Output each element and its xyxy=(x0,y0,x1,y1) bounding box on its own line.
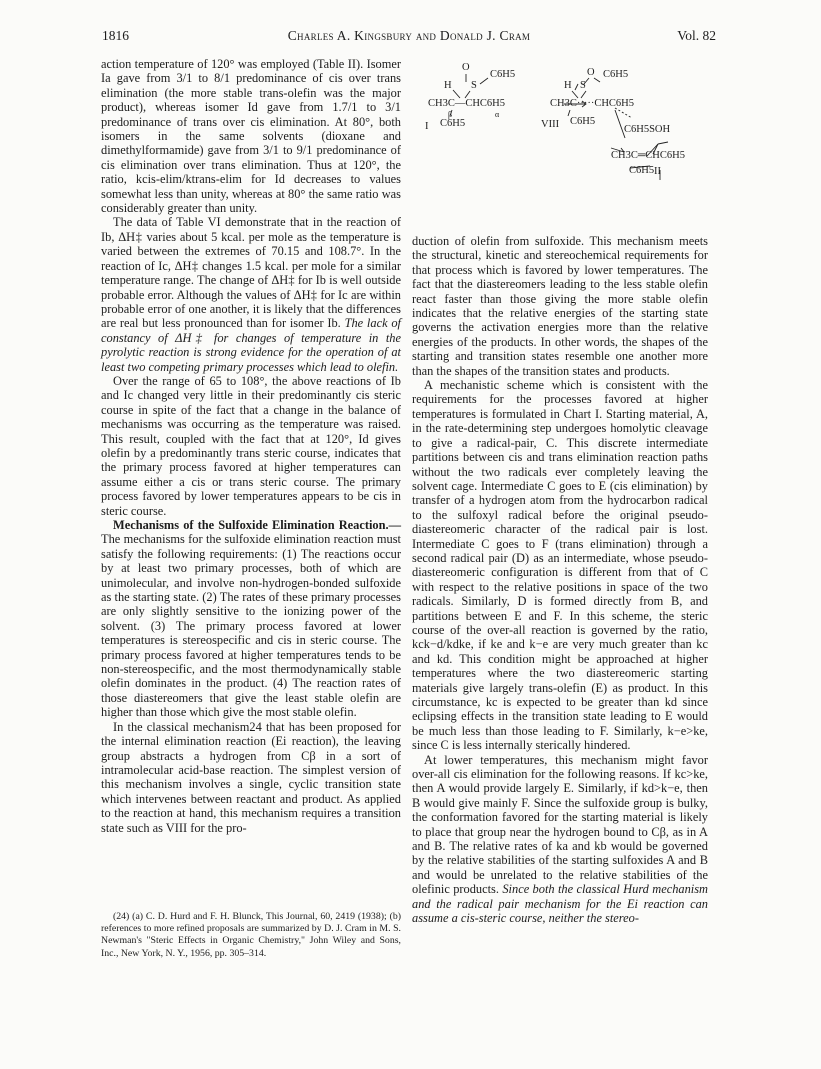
running-header xyxy=(102,28,716,50)
phenyl-label: C6H5 xyxy=(629,165,655,176)
paragraph: The data of Table VI demonstrate that in the reaction of Ib, ΔH‡ varies about 5 kcal. per mole as the temperature is varied between the extremes of 70.15 and 108.7°. In the reaction of Ic, ΔH‡ changes 1.5 kcal. per mole for a similar temperature range. The change of ΔH‡ for Ib is well outside probable error. Although the values of ΔH‡ for Ic are within probable error of one another, it is likely that the differences are real but less pronounced than for isomer Ib. The lack of constancy of ΔH‡ for changes of temperature in the pyrolytic reaction is strong evidence for the operation of at least two competing primary processes which lead to olefin. xyxy=(101,215,401,374)
oxygen-label: O xyxy=(462,62,470,73)
right-column xyxy=(412,234,708,926)
phenyl-label: C6H5 xyxy=(490,69,516,80)
italic-conclusion: The lack of constancy of ΔH‡ for changes of temperature in the pyrolytic reaction is strong evidence for the operation of at least two competing primary processes which lead to olefin. xyxy=(101,316,401,374)
hydrogen-label: H xyxy=(444,80,452,91)
sulfenic-acid-label: C6H5SOH xyxy=(624,124,671,135)
paragraph: Mechanisms of the Sulfoxide Elimination Reaction.—The mechanisms for the sulfoxide elimination reaction must satisfy the following requirements: (1) The reactions occur by at least two primary processes, both of which are unimolecular, and involve non-hydrogen-bonded sulfoxide as the starting state. (2) The rates of these primary processes are only slightly sensitive to the ionizing power of the solvent. (3) The primary process favored at lower temperatures is stereospecific and cis in steric course. The primary process favored at higher temperatures tends to be non-stereospecific, and the most thermodynamically stable olefin dominates in the product. (4) The reaction rates of those diastereomers that give the least stable olefin are higher than those which give the most stable olefin. xyxy=(101,518,401,720)
olefin-II-label: II xyxy=(654,166,661,177)
left-column xyxy=(101,57,401,835)
transition-chain: CH3C·····CHC6H5 xyxy=(550,98,634,109)
italic-conclusion: Since both the classical Hurd mechanism and the radical pair mechanism for the Ei reaction can assume a cis-steric course, neither the stereo- xyxy=(412,882,708,926)
substrate-chain: CH3C—CHC6H5 xyxy=(428,98,506,109)
reaction-scheme xyxy=(410,58,720,230)
page-number: 1816 xyxy=(102,28,129,43)
paragraph: A mechanistic scheme which is consistent with the requirements for the processes favored at higher temperatures is formulated in Chart I. Starting material, A, in the rate-determining step undergoes homolytic cleavage to give a radical-pair, C. This discrete intermediate partitions between cis and trans elimination reaction paths without the two radicals ever completely leaving the solvent cage. Intermediate C goes to E (cis elimination) by transfer of a hydrogen atom from the hydrocarbon radical to the sulfoxyl radical before the original pseudo-diastereomeric character of the radical pair is lost. Intermediate C goes to F (trans elimination) through a second radical pair (D) as an intermediate, whose pseudo-diastereomeric configuration is different from that of C with respect to the relative positions in space of the two radicals. Similarly, D is formed directly from B, and partitions between E and F. In this scheme, the steric course of the over-all reaction is governed by the ratio, kck−d/kdke, if ke and k−e are very much greater than kc and kd. This condition might be approached at higher temperatures where the two diastereomeric starting materials give largely trans-olefin (E) as product. In this circumstance, kc is expected to be greater than kd since eclipsing effects in the transition state leading to E would be much less than those leading to F. Similarly, k−e>ke, since C is less internally sterically hindered. xyxy=(412,378,708,753)
sulfur-label: S xyxy=(471,80,477,91)
paragraph: Over the range of 65 to 108°, the above reactions of Ib and Ic changed very little in their predominantly cis steric course in spite of the fact that a change in the balance of mechanisms was occurring as the temperature was raised. This result, coupled with the fact that at 120°, Id gives olefin by a predominantly trans steric course, indicates that the primary process favored at higher temperatures can assume either a cis or trans steric course. The primary process favored by lower temperatures appears to be cis in steric course. xyxy=(101,373,401,518)
alpha-label: α xyxy=(495,110,500,119)
beta-label: β xyxy=(448,110,453,119)
phenyl-label: C6H5 xyxy=(570,116,596,127)
oxygen-label: O xyxy=(587,67,595,78)
phenyl-label: C6H5 xyxy=(440,118,466,129)
sulfur-label: S xyxy=(580,80,586,91)
paragraph: At lower temperatures, this mechanism might favor over-all cis elimination for the following reasons. If kc>ke, then A would provide largely E. Similarly, if kd>k−e, then B would give mainly F. Since the sulfoxide group is bulky, the conformation favored for the starting material is likely to place that group near the hydrogen bound to Cβ, as in A and B. The relative rates of ka and kb would be governed by the relative stabilities of the starting sulfoxides A and B and would be unrelated to the relative stabilities of the olefinic products. Since both the classical Hurd mechanism and the radical pair mechanism for the Ei reaction can assume a cis-steric course, neither the stereo- xyxy=(412,752,708,926)
paragraph: action temperature of 120° was employed (Table II). Isomer Ia gave from 3/1 to 8/1 predominance of cis over trans elimination (the more stable trans-olefin was the major product), whereas isomer Id gave from 1.7/1 to 3/1 predominance of trans over cis elimination. At 80°, both isomers in the same solvents (dioxane and dimethylformamide) gave from 3/1 to 9/1 predominance of cis elimination over trans elimination. Thus at 120°, the ratio, kcis-elim/ktrans-elim for Id decreases to values somewhat less than unity, whereas at 80° the same ratio was considerably greater than unity. xyxy=(101,57,401,216)
compound-I-label: I xyxy=(425,121,429,132)
olefin-formula: CH3C═CHC6H5 xyxy=(611,150,685,161)
authors: Charles A. Kingsbury and Donald J. Cram xyxy=(287,28,531,43)
phenyl-label: C6H5 xyxy=(603,69,629,80)
hydrogen-label: H xyxy=(564,80,572,91)
paragraph: duction of olefin from sulfoxide. This mechanism meets the structural, kinetic and stereochemical requirements for that process which is favored by lower temperatures. The fact that the diastereomers leading to the less stable olefin react faster than those giving the more stable olefin indicates that the relative energies of the starting state governs the activation energies more than the relative energies of the products. In other words, the shapes of the starting and transition states resemble one another more than the shapes of the transition states and products. xyxy=(412,234,708,378)
footnote: (24) (a) C. D. Hurd and F. H. Blunck, This Journal, 60, 2419 (1938); (b) references to more refined proposals are summarized by D. J. Cram in M. S. Newman's "Steric Effects in Organic Chemistry," John Wiley and Sons, Inc., New York, N. Y., 1956, pp. 305–314. xyxy=(101,911,401,959)
volume: Vol. 82 xyxy=(677,28,716,43)
transition-state-VIII-label: VIII xyxy=(541,119,560,130)
paragraph: In the classical mechanism24 that has been proposed for the internal elimination reaction (Ei reaction), the leaving group abstracts a hydrogen from Cβ in a sort of intramolecular acid-base reaction. The simplest version of this mechanism involves a single, cyclic transition state which intervenes between reactant and product. As applied to the reaction at hand, this mechanism requires a transition state such as VIII for the pro- xyxy=(101,719,401,835)
section-heading: Mechanisms of the Sulfoxide Elimination Reaction.— xyxy=(113,518,401,532)
